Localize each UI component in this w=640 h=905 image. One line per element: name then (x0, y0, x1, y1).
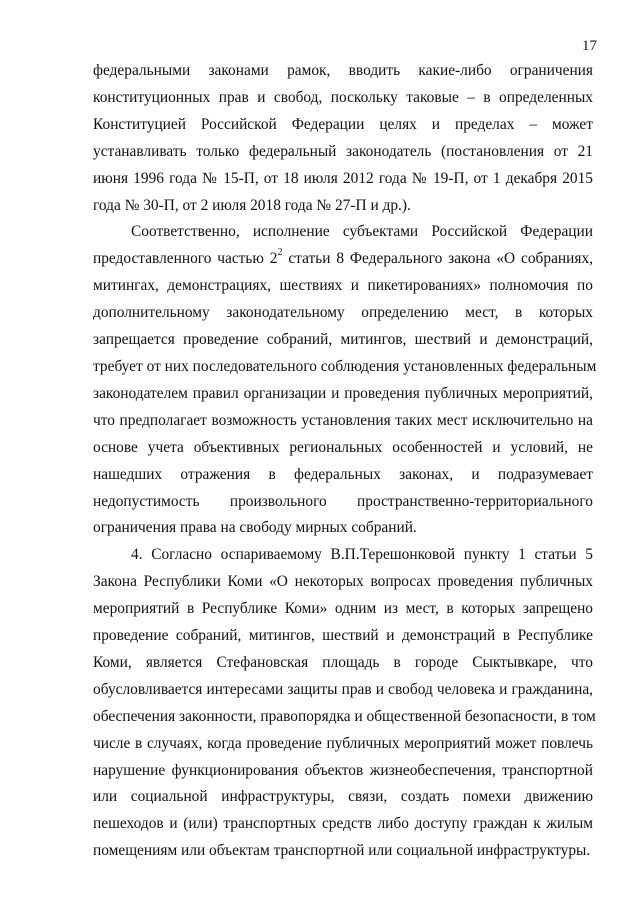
text-line: числе в случаях, когда проведение публичных мероприятий может повлечь (93, 734, 593, 752)
paragraph (93, 58, 593, 219)
text-line: Закона Республики Коми «О некоторых вопросах проведения публичных (93, 573, 593, 591)
text-line: конституционных прав и свобод, поскольку таковые – в определенных (93, 88, 593, 106)
text-line-with-superscript (93, 246, 593, 273)
text-line: устанавливать только федеральный законодатель (постановления от 21 (93, 142, 593, 160)
paragraph (93, 219, 597, 542)
text-line: обусловливается интересами защиты прав и свобод человека и гражданина, (93, 680, 593, 698)
paragraph (93, 542, 596, 865)
text-line: пешеходов и (или) транспортных средств либо доступу граждан к жилым (93, 815, 593, 833)
text-line: мероприятий в Республике Коми» одним из мест, в которых запрещено (93, 600, 593, 618)
text-line: июня 1996 года № 15-П, от 18 июля 2012 года № 19-П, от 1 декабря 2015 (93, 169, 593, 187)
text-line: нашедших отражения в федеральных законах, и подразумевает (93, 465, 593, 483)
text-line: Соответственно, исполнение субъектами Российской Федерации (131, 223, 593, 241)
text-line: Конституцией Российской Федерации целях и пределах – может (93, 115, 593, 133)
document-body (93, 58, 597, 865)
text-line: митингах, демонстрациях, шествиях и пикетированиях» полномочия по (93, 277, 593, 295)
text-line: года № 30-П, от 2 июля 2018 года № 27-П и др.). (93, 196, 411, 214)
text-line: обеспечения законности, правопорядка и общественной безопасности, в том (93, 707, 596, 725)
text-line: что предполагает возможность установления таких мест исключительно на (93, 411, 593, 429)
text-line: проведение собраний, митингов, шествий и демонстраций в Республике (93, 627, 593, 645)
superscript: 2 (277, 247, 283, 259)
text-line: запрещается проведение собраний, митингов, шествий и демонстраций, (93, 331, 593, 349)
text-line: требует от них последовательного соблюдения установленных федеральным (93, 357, 597, 375)
text-fragment: предоставленного частью 2 (93, 250, 278, 268)
text-fragment: статьи 8 Федерального закона «О собраниях, (282, 250, 593, 268)
text-line: нарушение функционирования объектов жизнеобеспечения, транспортной (93, 761, 593, 779)
text-line: дополнительному законодательному определению мест, в которых (93, 304, 593, 322)
text-line: законодателем правил организации и проведения публичных мероприятий, (93, 384, 593, 402)
text-line: помещениям или объектам транспортной или социальной инфраструктуры. (93, 842, 591, 860)
text-line: основе учета объективных региональных особенностей и условий, не (93, 438, 593, 456)
text-line: ограничения права на свободу мирных собраний. (93, 519, 417, 537)
text-line: Коми, является Стефановская площадь в городе Сыктывкаре, что (93, 653, 593, 671)
page-number: 17 (582, 38, 597, 54)
text-line: или социальной инфраструктуры, связи, создать помехи движению (93, 788, 593, 806)
text-line: недопустимость произвольного пространственно-территориального (93, 492, 593, 510)
text-line: 4. Согласно оспариваемому В.П.Терешонковой пункту 1 статьи 5 (131, 546, 593, 564)
text-line: федеральными законами рамок, вводить какие-либо ограничения (93, 62, 593, 79)
